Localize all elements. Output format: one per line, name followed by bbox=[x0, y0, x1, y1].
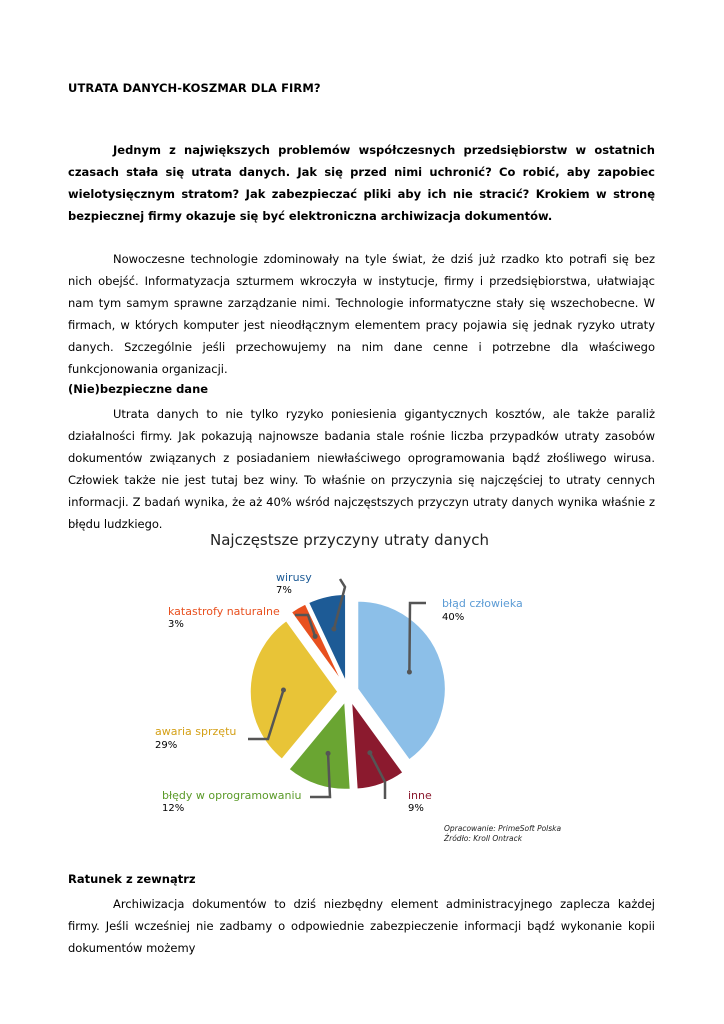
leader-dot-3 bbox=[281, 687, 286, 692]
leader-dot-1 bbox=[367, 750, 372, 755]
pct-katastrofy-naturalne: 3% bbox=[168, 619, 184, 630]
chart-source-2: Źródło: Kroll Ontrack bbox=[444, 834, 523, 843]
paragraph-1: Nowoczesne technologie zdominowały na tyle świat, że dziś już rzadko kto potrafi się bez nich obejść. Informatyzacja szturmem wkroczyła w instytucje, firmy i przedsiębiorstwa, ułatwiając nam tym samym sprawne zarządzanie nimi. Technologie informatyczne stały się wszechobecne. W firmach, w których komputer jest nieodłącznym elementem pracy pojawia się jednak ryzyko utraty danych. Szczególnie jeśli przechowujemy na nim dane cenne i potrzebne dla właściwego funkcjonowania organizacji. bbox=[68, 252, 655, 376]
document-title: UTRATA DANYCH-KOSZMAR DLA FIRM? bbox=[68, 81, 321, 95]
pct-blad-czlowieka: 40% bbox=[442, 612, 465, 623]
section-heading-ratunek: Ratunek z zewnątrz bbox=[68, 872, 196, 886]
pct-inne: 9% bbox=[408, 803, 424, 814]
label-blad-czlowieka: błąd człowieka bbox=[442, 597, 523, 610]
leader-dot-5 bbox=[331, 626, 336, 631]
chart-source-1: Opracowanie: PrimeSoft Polska bbox=[444, 824, 562, 833]
section-heading-niebezpieczne: (Nie)bezpieczne dane bbox=[68, 382, 209, 396]
label-bledy-w-oprogramowaniu: błędy w oprogramowaniu bbox=[162, 789, 302, 802]
label-wirusy: wirusy bbox=[276, 571, 312, 584]
label-awaria-sprzetu: awaria sprzętu bbox=[155, 725, 237, 738]
pie-chart bbox=[140, 527, 580, 847]
paragraph-2: Utrata danych to nie tylko ryzyko poniesienia gigantycznych kosztów, ale także paraliż działalności firmy. Jak pokazują najnowsze badania stale rośnie liczba przypadków utraty zasobów dokumentów związanych z posiadaniem niewłaściwego oprogramowania bądź złośliwego wirusa. Człowiek także nie jest tutaj bez winy. To właśnie on przyczynia się najczęściej to utraty cennych informacji. Z badań wynika, że aż 40% wśród najczęstszych przyczyn utraty danych wynika właśnie z błędu ludzkiego. bbox=[68, 407, 655, 531]
leader-dot-2 bbox=[326, 751, 331, 756]
leader-dot-0 bbox=[407, 670, 412, 675]
lead-paragraph: Jednym z największych problemów współczesnych przedsiębiorstw w ostatnich czasach stała się utrata danych. Jak się przed nimi uchronić? Co robić, aby zapobiec wielotysięcznym stratom? Jak zabezpieczać pliki aby ich nie stracić? Krokiem w stronę bezpiecznej firmy okazuje się być elektroniczna archiwizacja dokumentów. bbox=[68, 143, 655, 223]
pct-bledy-w-oprogramowaniu: 12% bbox=[162, 803, 185, 814]
chart-title: Najczęstsze przyczyny utraty danych bbox=[210, 531, 490, 549]
label-inne: inne bbox=[408, 789, 432, 802]
pct-awaria-sprzetu: 29% bbox=[155, 740, 178, 751]
pct-wirusy: 7% bbox=[276, 585, 292, 596]
label-katastrofy-naturalne: katastrofy naturalne bbox=[168, 605, 280, 618]
paragraph-3: Archiwizacja dokumentów to dziś niezbędny element administracyjnego zaplecza każdej firmy. Jeśli wcześniej nie zadbamy o odpowiednie zabezpieczenie informacji bądź wykonanie kopii dokumentów możemy bbox=[68, 897, 655, 955]
leader-dot-4 bbox=[313, 634, 318, 639]
